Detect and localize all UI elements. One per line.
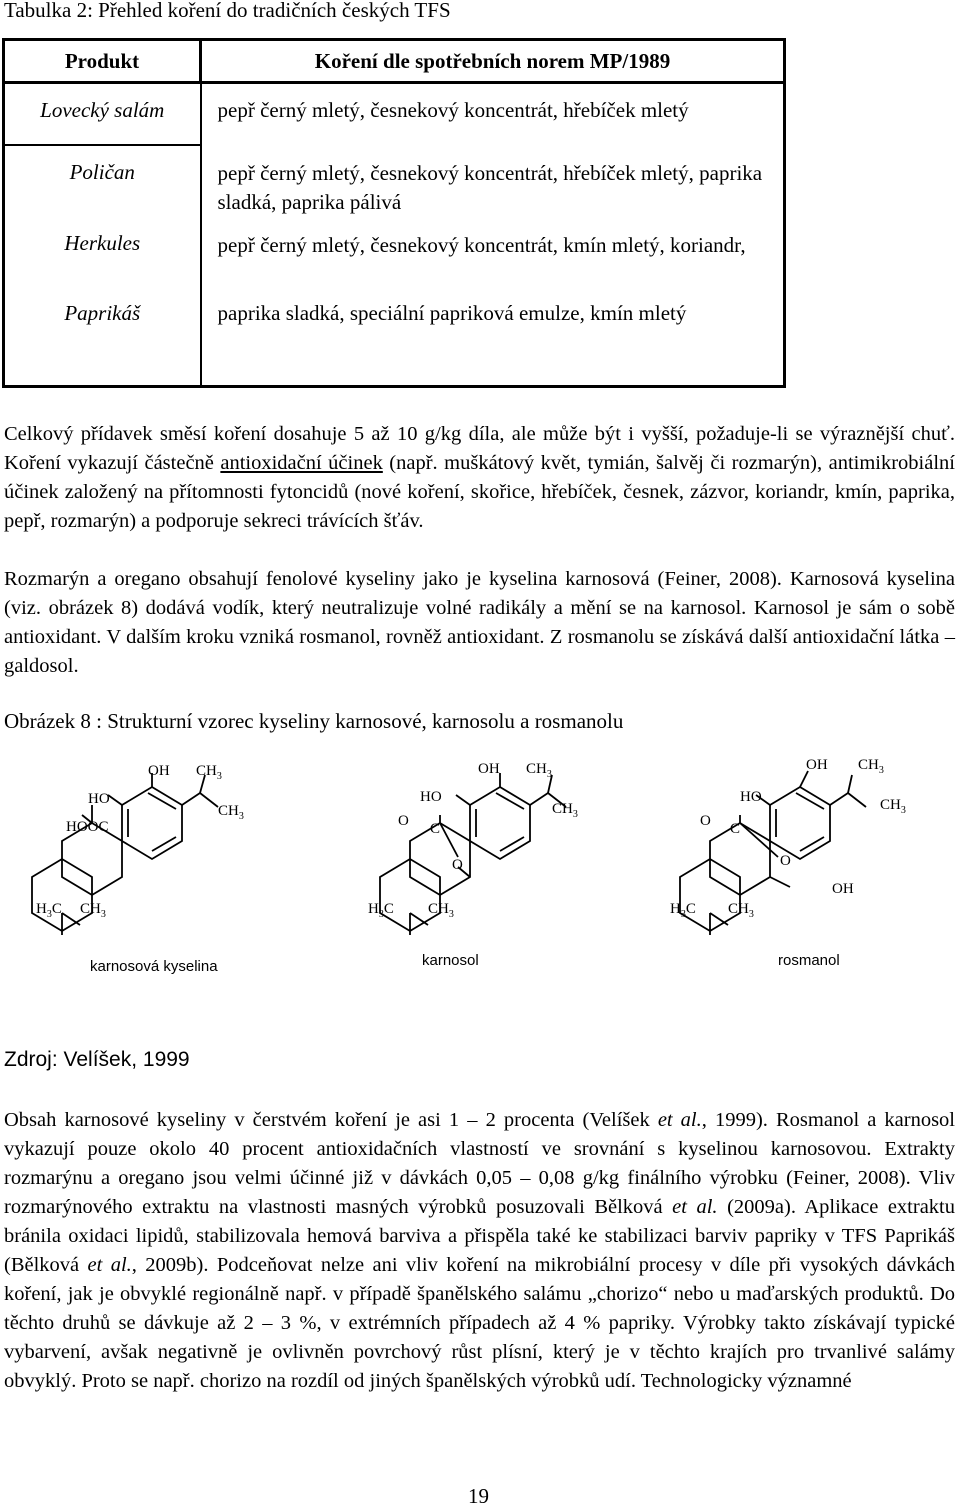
svg-text:C: C	[430, 821, 441, 837]
svg-text:O: O	[780, 853, 791, 869]
header-spices: Koření dle spotřebních norem MP/1989	[201, 40, 785, 83]
paragraph-spice-dosage	[4, 420, 955, 536]
svg-text:OH: OH	[832, 881, 854, 897]
spice-cell: pepř černý mletý, česnekový koncentrát, hřebíček mletý, paprika sladká, paprika pálivá	[201, 145, 785, 221]
svg-text:OH: OH	[478, 761, 500, 777]
svg-text:CH3: $CH_3$	[526, 761, 552, 780]
svg-text:O: O	[700, 813, 711, 829]
figure-source: Zdroj: Velíšek, 1999	[4, 1048, 190, 1071]
paragraph-carnosic-content	[4, 1106, 955, 1396]
table-row	[4, 145, 785, 221]
para3-text-2: , 1999). Rosmanol a karnosol vykazují pouze okolo 40 procent antioxidačních vlastností ve srovnání s kyselinou karnosovou. Extrakty rozmarýnu a oregano jsou velmi účinné již v dávkách 0,05 – 0,08 g/kg finálního výrobku (Feiner, 2008). Vliv rozmarýnového extraktu na vlastnosti masných výrobků posuzovali Bělková	[4, 1109, 955, 1218]
et-al-1: et al.	[657, 1109, 702, 1131]
svg-text:CH3: $CH_3$	[80, 901, 106, 920]
svg-text:CH3: $CH_3$	[218, 803, 244, 822]
carnosol-labels	[368, 761, 578, 920]
compound-names	[90, 952, 840, 975]
spice-cell: pepř černý mletý, česnekový koncentrát, hřebíček mletý	[201, 83, 785, 145]
svg-text:HO: HO	[740, 789, 762, 805]
svg-text:H3C: $H_3C$	[36, 901, 62, 920]
para3-text-1: Obsah karnosové kyseliny v čerstvém koření je asi 1 – 2 procenta (Velíšek	[4, 1109, 658, 1131]
name-rosmanol: rosmanol	[778, 952, 840, 969]
rosmanol-labels	[670, 757, 906, 920]
product-cell: Herkules	[4, 221, 201, 295]
svg-text:CH3: $CH_3$	[880, 797, 906, 816]
spice-cell: paprika sladká, speciální papriková emulze, kmín mletý	[201, 295, 785, 387]
para3-text-3: (2009a). Aplikace extraktu bránila oxidaci lipidů, stabilizovala hemová barviva a přispěla také ke stabilizaci barviv papriky v TFS Paprikáš (Bělková	[4, 1196, 956, 1276]
product-cell: Poličan	[4, 145, 201, 221]
svg-text:HO: HO	[88, 791, 110, 807]
svg-text:CH3: $CH_3$	[196, 763, 222, 782]
et-al-2: et al.	[672, 1196, 718, 1218]
svg-text:O: O	[452, 857, 463, 873]
svg-text:HO: HO	[420, 789, 442, 805]
para1-text-a: Celkový přídavek směsí koření dosahuje 5 až 10 g/kg díla, ale může být i vyšší, požaduje-li se výraznější chuť. Koření vykazují částečně	[4, 423, 955, 474]
header-product: Produkt	[4, 40, 201, 83]
antioxidant-effect-link: antioxidační účinek	[220, 452, 383, 474]
figure-title: Obrázek 8 : Strukturní vzorec kyseliny karnosové, karnosolu a rosmanolu	[4, 709, 624, 733]
svg-text:CH3: $CH_3$	[858, 757, 884, 776]
table-row	[4, 295, 785, 387]
name-carnosic-acid: karnosová kyselina	[90, 958, 218, 975]
svg-text:CH3: $CH_3$	[552, 801, 578, 820]
spice-cell: pepř černý mletý, česnekový koncentrát, kmín mletý, koriandr,	[201, 221, 785, 295]
spice-table	[2, 38, 786, 388]
svg-text:C: C	[730, 821, 741, 837]
para3-text-4: , 2009b). Podceňovat nelze ani vliv koření na mikrobiální procesy v díle při vysokých dávkách koření, jak je obvyklé regionálně např. v případě španělského salámu „chorizo“ nebo u maďarských produktů. Do těchto druhů se dávkuje až 2 – 3 %, v extrémních případech až 4 % papriky. Výrobky takto získávají typické vybarvení, avšak negativně je ovlivněn povrchový růst plísní, který je v těchto krajích pro trvanlivé salámy obvyklý. Proto se např. chorizo na rozdíl od jiných španělských výrobků udí. Technologicky významné	[4, 1254, 955, 1392]
svg-text:CH3: $CH_3$	[428, 901, 454, 920]
paragraph-carnosic-acid: Rozmarýn a oregano obsahují fenolové kyseliny jako je kyselina karnosová (Feiner, 2008). Karnosová kyselina (viz. obrázek 8) dodává vodík, který neutralizuje volné radikály a mění se na karnosol. Karnosol je sám o sobě antioxidant. V dalším kroku vzniká rosmanol, rovněž antioxidant. Z rosmanolu se získává další antioxidační látka – galdosol.	[4, 568, 955, 677]
table-row	[4, 83, 785, 145]
svg-text:H3C: $H_3C$	[670, 901, 696, 920]
svg-text:OH: OH	[148, 763, 170, 779]
table-header-row	[4, 40, 785, 83]
structural-formulas	[0, 745, 960, 985]
page-number: 19	[468, 1484, 489, 1508]
carnosol-structure	[380, 773, 566, 935]
table-row	[4, 221, 785, 295]
name-carnosol: karnosol	[422, 952, 479, 969]
rosmanol-structure	[680, 771, 866, 935]
product-cell: Lovecký salám	[4, 83, 201, 145]
para1-text-b: (např. muškátový květ, tymián, šalvěj či rozmarýn), antimikrobiální účinek založený na přítomnosti fytoncidů (nové koření, skořice, hřebíček, česnek, zázvor, koriandr, kmín, paprika, pepř, rozmarýn) a podporuje sekreci trávících šťáv.	[4, 452, 955, 532]
svg-text:O: O	[398, 813, 409, 829]
table-caption: Tabulka 2: Přehled koření do tradičních českých TFS	[4, 0, 451, 22]
carnosic-acid-labels	[36, 763, 244, 920]
product-cell: Paprikáš	[4, 295, 201, 387]
svg-text:CH3: $CH_3$	[728, 901, 754, 920]
svg-text:HOOC: HOOC	[66, 819, 109, 835]
et-al-3: et al.	[87, 1254, 132, 1276]
svg-text:OH: OH	[806, 757, 828, 773]
svg-text:H3C: $H_3C$	[368, 901, 394, 920]
